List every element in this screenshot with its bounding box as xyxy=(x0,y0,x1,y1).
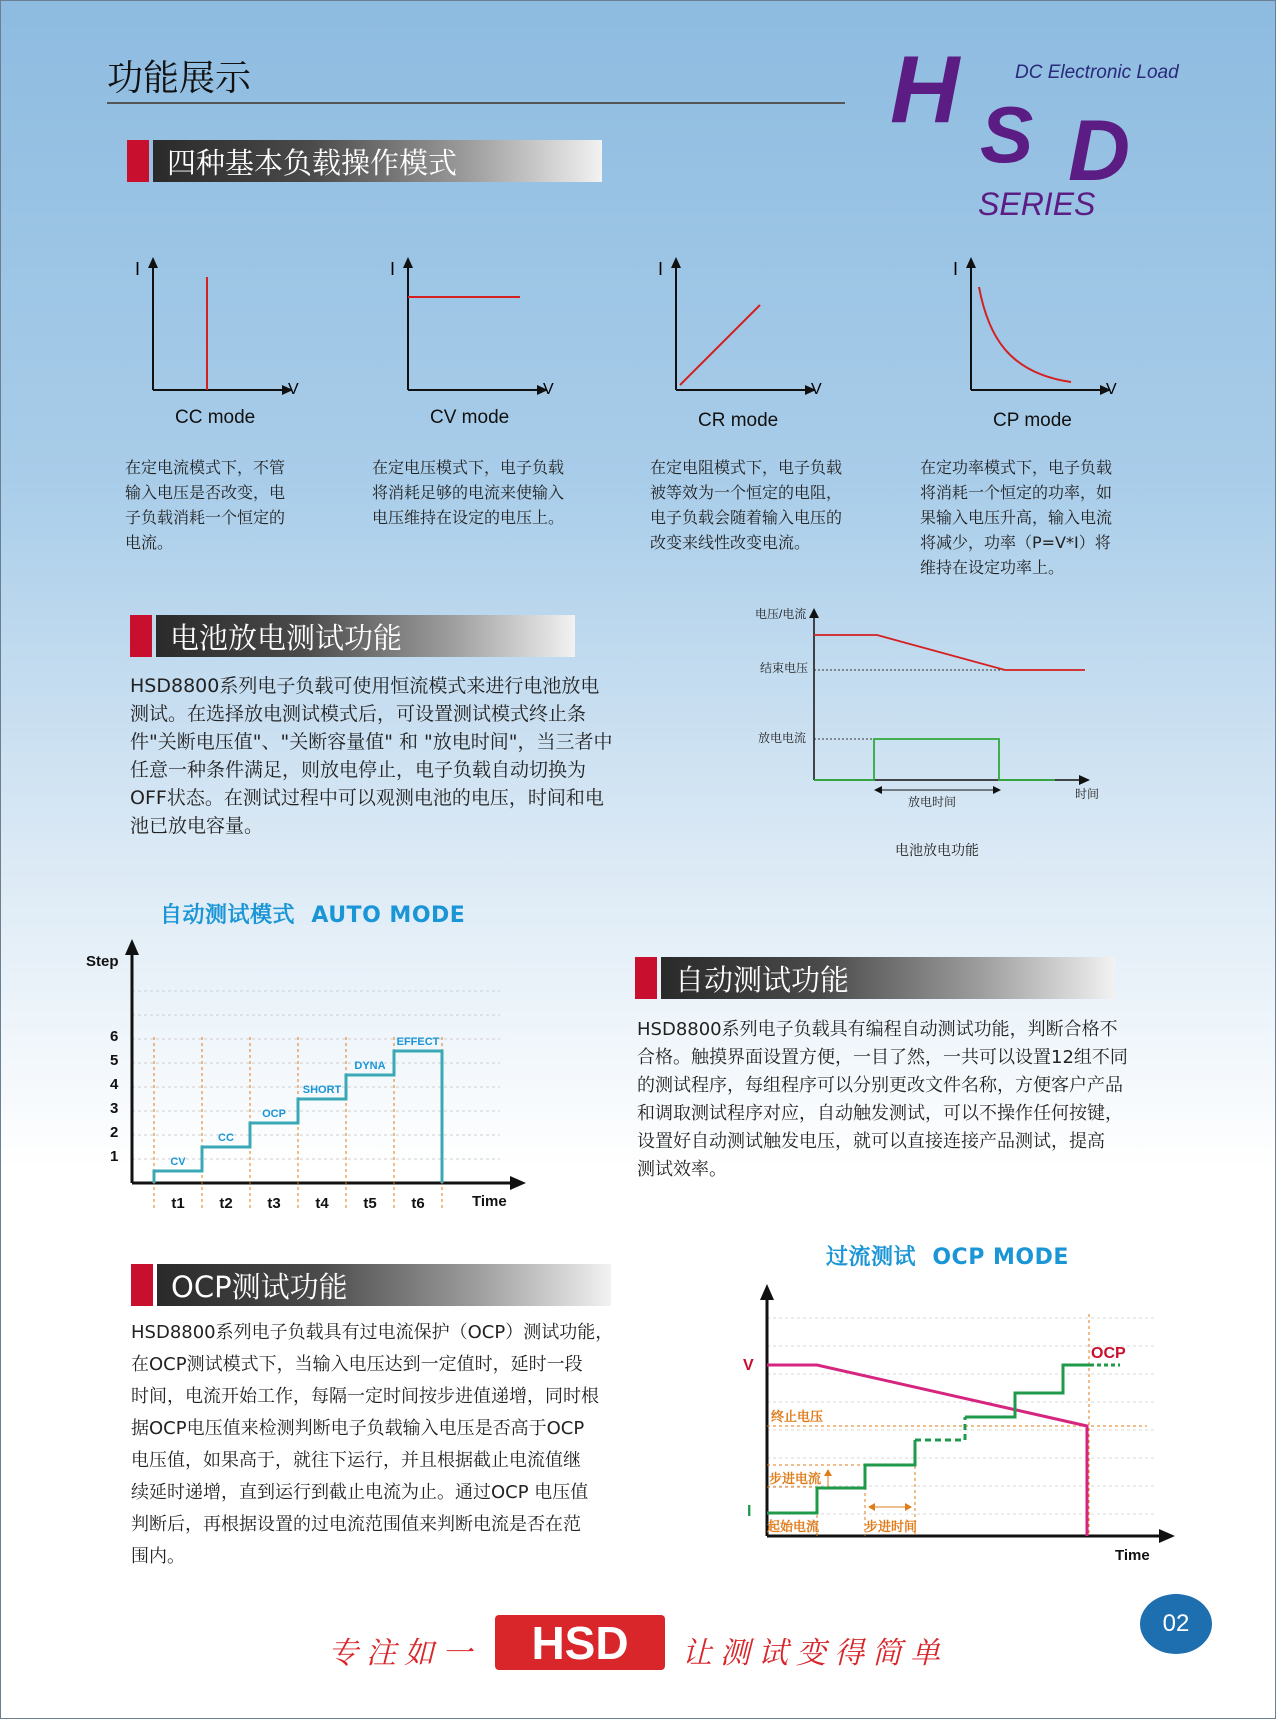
y-tick-label: 2 xyxy=(110,1124,119,1141)
diagram-caption: 电池放电功能 xyxy=(895,842,979,858)
step-label: EFFECT xyxy=(396,1036,440,1048)
x-axis-label: Time xyxy=(472,1193,507,1210)
cv-mode-chart xyxy=(380,255,565,405)
step-label: DYNA xyxy=(354,1060,386,1072)
x-axis-label: 时间 xyxy=(1075,787,1100,801)
step-label: CV xyxy=(170,1156,186,1168)
svg-text:HSD: HSD xyxy=(531,1617,629,1669)
section-heading-ocp xyxy=(131,1264,611,1306)
logo-letter-h: H xyxy=(890,40,960,143)
heading-label: 四种基本负载操作模式 xyxy=(153,140,602,182)
footer-hsd-logo xyxy=(495,1615,665,1670)
t-label: t2 xyxy=(219,1195,233,1212)
page-title: 功能展示 xyxy=(107,58,252,99)
title-rule xyxy=(107,102,845,104)
logo-letter-d: D xyxy=(1068,103,1131,199)
i-label: I xyxy=(747,1503,752,1520)
svg-text:V: V xyxy=(288,381,299,398)
t-label: t1 xyxy=(171,1195,185,1212)
cr-mode-label: CR mode xyxy=(698,410,779,431)
y-tick-label: 4 xyxy=(110,1076,119,1093)
footer-slogan-right: 让测试变得简单 xyxy=(682,1636,948,1671)
step-time-label: 步进时间 xyxy=(865,1519,918,1534)
svg-text:I: I xyxy=(390,259,396,279)
y-tick-label: 1 xyxy=(110,1148,119,1165)
battery-paragraph: HSD8800系列电子负载可使用恒流模式来进行电池放电 测试。在选择放电测试模式后，可设置测试模式终止条 件"关断电压值"、"关断容量值" 和 "放电时间"，当三者中 任意一种条件满足，则放电停止，电子负载自动切换为 OFF状态。在测试过程中可以观测电池的电压，时间和电 池已放电容量。 xyxy=(130,675,613,837)
heading-mark xyxy=(127,140,149,182)
section-heading-auto-test xyxy=(635,957,1115,999)
end-voltage-label: 终止电压 xyxy=(771,1409,824,1424)
t-label: t4 xyxy=(315,1195,329,1212)
svg-text:I: I xyxy=(658,259,664,279)
svg-text:I: I xyxy=(135,259,141,279)
svg-text:V: V xyxy=(543,381,554,398)
end-voltage-label: 结束电压 xyxy=(760,661,809,675)
heading-label: OCP测试功能 xyxy=(157,1264,611,1306)
x-axis-label: Time xyxy=(1115,1547,1150,1564)
cc-mode-desc: 在定电流模式下，不管 输入电压是否改变，电 子负载消耗一个恒定的 电流。 xyxy=(125,458,286,552)
cc-mode-label: CC mode xyxy=(175,407,256,428)
logo-series: SERIES xyxy=(978,186,1096,222)
footer-slogan-left: 专注如一 xyxy=(328,1636,480,1671)
step-label: CC xyxy=(218,1132,234,1144)
heading-mark xyxy=(130,615,152,657)
step-label: SHORT xyxy=(302,1084,342,1096)
cr-mode-desc: 在定电阻模式下，电子负载 被等效为一个恒定的电阻， 电子负载会随着输入电压的 改变来线性改变电流。 xyxy=(650,458,843,552)
auto-mode-title: 自动测试模式 AUTO MODE xyxy=(160,903,466,928)
y-axis-label: 电压/电流 xyxy=(755,607,807,621)
ocp-chart-title: 过流测试 OCP MODE xyxy=(826,1245,1069,1270)
cp-mode-chart xyxy=(943,255,1128,405)
y-axis-label: Step xyxy=(86,953,119,970)
hsd-series-logo xyxy=(880,40,1180,230)
svg-text:I: I xyxy=(953,259,959,279)
heading-mark xyxy=(635,957,657,999)
y-tick-label: 3 xyxy=(110,1100,119,1117)
discharge-time-label: 放电时间 xyxy=(908,795,957,809)
step-label: OCP xyxy=(262,1108,286,1120)
cv-mode-label: CV mode xyxy=(430,407,510,428)
cp-mode-desc: 在定功率模式下，电子负载 将消耗一个恒定的功率，如 果输入电压升高，输入电流 将减少，功率（P=V*I）将 维持在设定功率上。 xyxy=(920,458,1113,577)
battery-discharge-diagram xyxy=(740,598,1120,868)
svg-text:V: V xyxy=(811,381,822,398)
cr-mode-chart xyxy=(648,255,833,405)
step-current-label: 步进电流 xyxy=(769,1471,822,1486)
v-label: V xyxy=(743,1357,754,1374)
heading-label: 电池放电测试功能 xyxy=(156,615,575,657)
cp-mode-label: CP mode xyxy=(993,410,1072,431)
heading-label: 自动测试功能 xyxy=(661,957,1115,999)
page-number-badge: 02 xyxy=(1140,1594,1212,1654)
ocp-point-label: OCP xyxy=(1091,1345,1126,1362)
section-heading-battery xyxy=(130,615,575,657)
y-tick-label: 6 xyxy=(110,1028,119,1045)
heading-mark xyxy=(131,1264,153,1306)
ocp-paragraph: HSD8800系列电子负载具有过电流保护（OCP）测试功能， 在OCP测试模式下，当输入电压达到一定值时，延时一段 时间，电流开始工作，每隔一定时间按步进值递增，同时根 据OCP电压值来检测判断电子负载输入电压是否高于OCP 电压值，如果高于，就往下运行，并且根据截止电流值继 续延时递增，直到运行到截止电流为止。通过OCP 电压值 判断后，再根据设置的过电流范围值来判断电流是否在范 围内。 xyxy=(131,1322,614,1567)
t-label: t5 xyxy=(363,1195,377,1212)
start-current-label: 起始电流 xyxy=(767,1519,820,1534)
logo-letter-s: S xyxy=(980,90,1034,179)
t-label: t6 xyxy=(411,1195,425,1212)
t-label: t3 xyxy=(267,1195,281,1212)
y-tick-label: 5 xyxy=(110,1052,119,1069)
ocp-mode-chart xyxy=(735,1278,1175,1568)
discharge-current-label: 放电电流 xyxy=(758,731,807,745)
section-heading-basic-modes xyxy=(127,140,602,182)
logo-tagline: DC Electronic Load xyxy=(1015,62,1179,83)
auto-test-paragraph: HSD8800系列电子负载具有编程自动测试功能，判断合格不 合格。触摸界面设置方便，一目了然，一共可以设置12组不同 的测试程序，每组程序可以分别更改文件名称，方便客户产品 和调取测试程序对应，自动触发测试，可以不操作任何按键， 设置好自动测试触发电压，就可以直接连接产品测试，提高 测试效率。 xyxy=(637,1019,1128,1180)
svg-text:V: V xyxy=(1106,381,1117,398)
cv-mode-desc: 在定电压模式下，电子负载 将消耗足够的电流来使输入 电压维持在设定的电压上。 xyxy=(372,458,565,527)
auto-mode-step-chart xyxy=(80,935,540,1215)
cc-mode-chart xyxy=(125,255,310,405)
